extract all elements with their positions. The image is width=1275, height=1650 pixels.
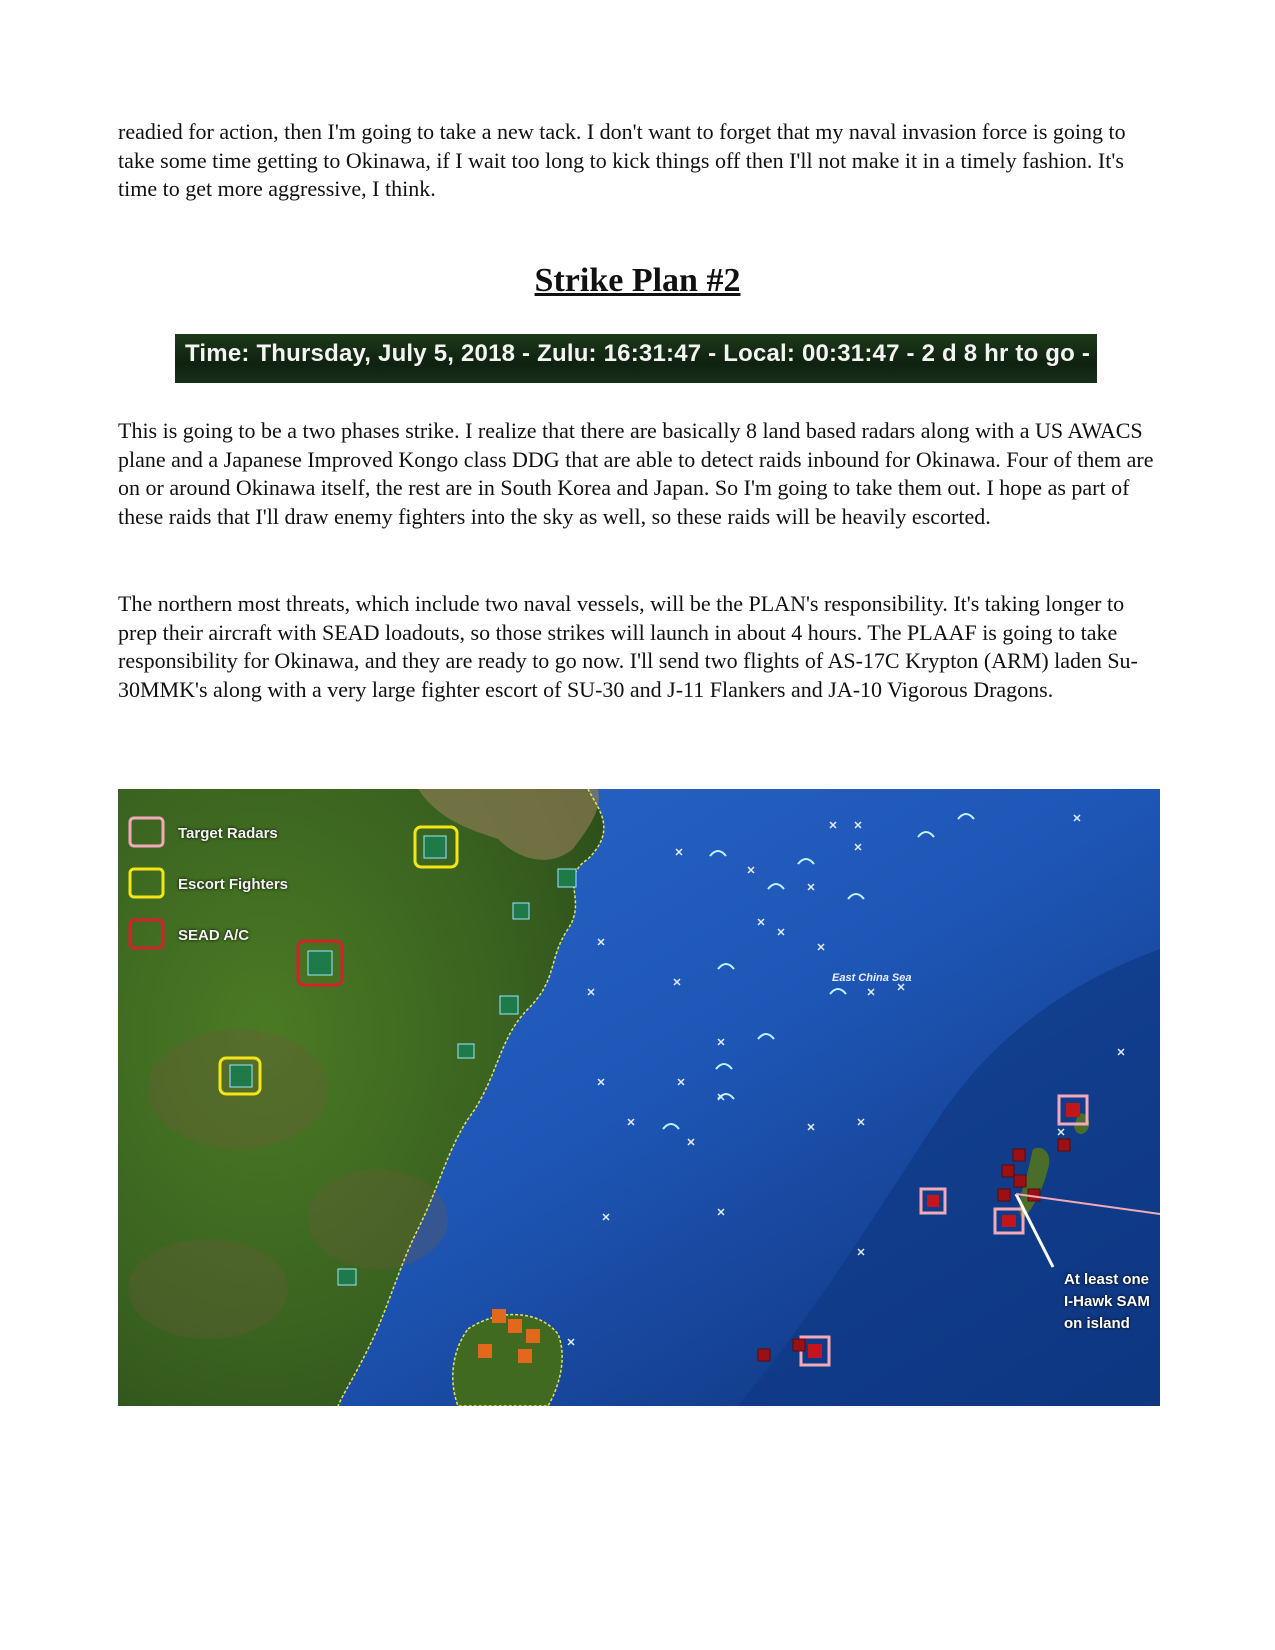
section-heading: Strike Plan #2 [534,262,741,299]
airbase-marker [338,1269,356,1285]
legend-escort-fighters-label: Escort Fighters [178,876,289,893]
airbase-marker [424,836,446,858]
mountain-range [148,1029,328,1149]
annotation-line: At least one [1064,1271,1150,1288]
airbase-marker [558,869,576,887]
enemy-unit-marker [508,1319,522,1333]
annotation-line: I-Hawk SAM [1064,1293,1150,1310]
legend-target-radars-label: Target Radars [178,825,278,842]
sea-label: East China Sea [832,972,912,984]
annotation-line: on island [1064,1315,1130,1332]
enemy-unit-marker [518,1349,532,1363]
mountain-range [128,1239,288,1339]
sam-annotation [1064,1269,1150,1335]
mountain-range [308,1169,448,1269]
game-time-bar [175,334,1097,383]
enemy-unit-marker [492,1309,506,1323]
taiwan-island [453,1315,562,1406]
intro-paragraph: readied for action, then I'm going to take a new tack. I don't want to forget that my naval invasion force is going to take some time getting to Okinawa, if I wait too long to kick things off then I'll not make it in a timely fashion. It's time to get more aggressive, I think. [118,119,1126,201]
airbase-marker [230,1065,252,1087]
airbase-marker [458,1044,474,1058]
enemy-unit-marker [478,1344,492,1358]
strike-plan-map [118,789,1160,1406]
plan-overview-paragraph: This is going to be a two phases strike. I realize that there are basically 8 land based radars along with a US AWACS plane and a Japanese Improved Kongo class DDG that are able to detect raids inbound for Okinawa. Four of them are on or around Okinawa itself, the rest are in South Korea and Japan. So I'm going to take them out. I hope as part of these raids that I'll draw enemy fighters into the sky as well, so these raids will be heavily escorted. [118,418,1154,529]
airbase-marker [308,951,332,975]
game-time-text: Time: Thursday, July 5, 2018 - Zulu: 16:31:47 - Local: 00:31:47 - 2 d 8 hr to go - [185,340,1091,367]
enemy-unit-marker [526,1329,540,1343]
legend-sead-label: SEAD A/C [178,927,250,944]
airbase-marker [500,996,518,1014]
airbase-marker [513,903,529,919]
plan-details-paragraph: The northern most threats, which include two naval vessels, will be the PLAN's responsibility. It's taking longer to prep their aircraft with SEAD loadouts, so those strikes will launch in about 4 hours. The PLAAF is going to take responsibility for Okinawa, and they are ready to go now. I'll send two flights of AS-17C Krypton (ARM) laden Su-30MMK's along with a very large fighter escort of SU-30 and J-11 Flankers and JA-10 Vigorous Dragons. [118,591,1138,702]
